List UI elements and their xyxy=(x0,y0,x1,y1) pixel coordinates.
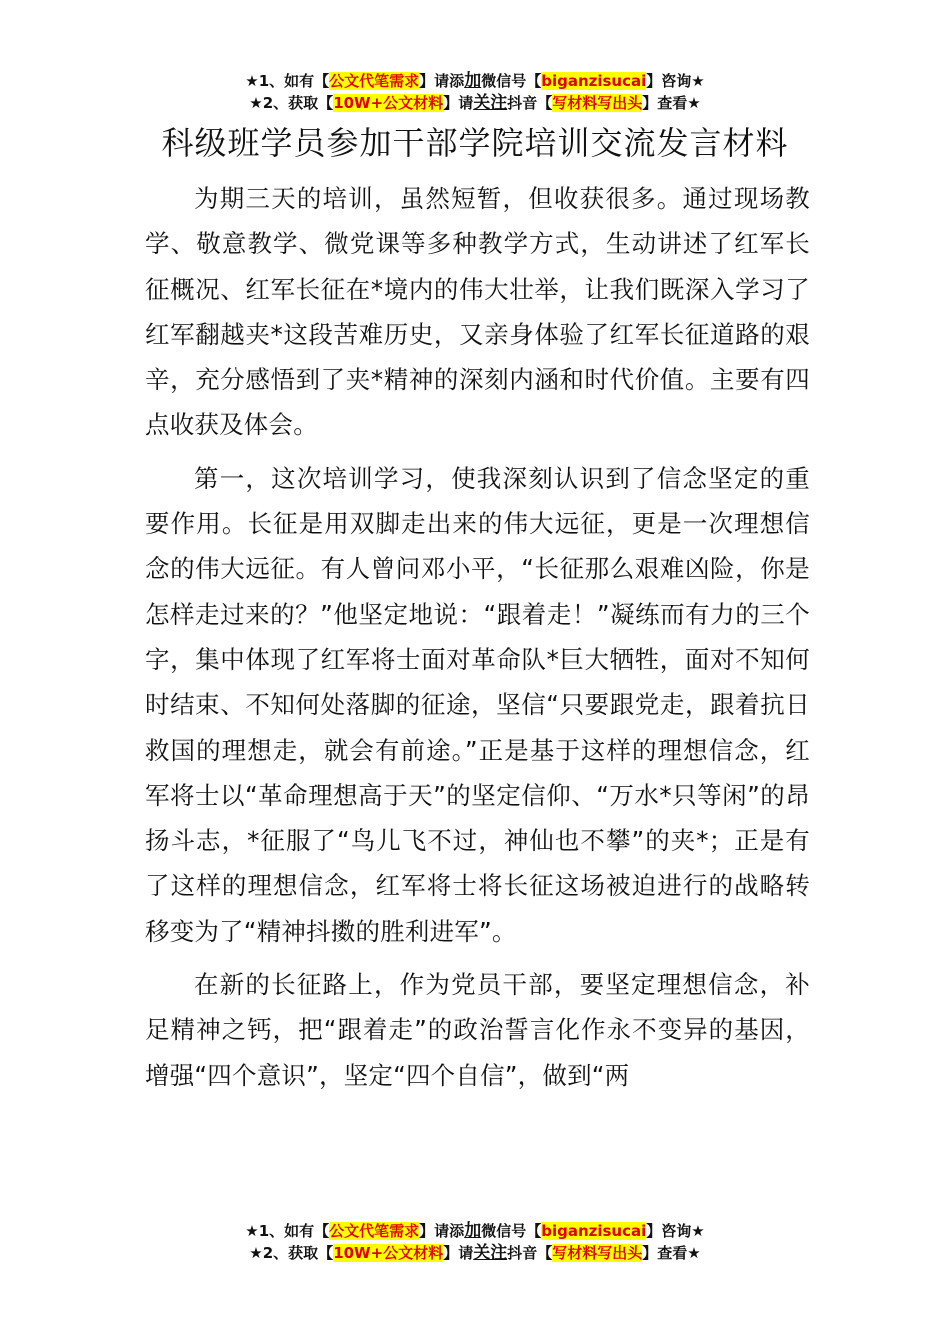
banner-line-1 xyxy=(0,1220,950,1242)
banner-text: 微信号【 xyxy=(481,1222,542,1240)
banner-text: 抖音【 xyxy=(507,94,553,112)
banner-highlight-service: 公文代笔需求 xyxy=(329,1222,420,1240)
banner-text: 】请添 xyxy=(419,72,465,90)
banner-text: ★1、如有【 xyxy=(245,72,330,90)
paragraph: 在新的长征路上，作为党员干部，要坚定理想信念，补足精神之钙，把“跟着走”的政治誓言化作永不变异的基因，增强“四个意识”，坚定“四个自信”，做到“两 xyxy=(145,970,810,1090)
banner-text: 】请 xyxy=(443,94,474,112)
banner-highlight-wechat-id: biganzisucai xyxy=(541,1222,647,1240)
banner-text: 】请添 xyxy=(419,1222,465,1240)
banner-text: 抖音【 xyxy=(507,1244,553,1262)
banner-underlined-text: 加 xyxy=(464,1221,482,1241)
paragraph: 为期三天的培训，虽然短暂，但收获很多。通过现场教学、敬意教学、微党课等多种教学方式，生动讲述了红军长征概况、红军长征在*境内的伟大壮举，让我们既深入学习了红军翻越夹*这段苦难历史，又亲身体验了红军长征道路的艰辛，充分感悟到了夹*精神的深刻内涵和时代价值。主要有四点收获及体会。 xyxy=(145,184,810,440)
paragraph: 第一，这次培训学习，使我深刻认识到了信念坚定的重要作用。长征是用双脚走出来的伟大远征，更是一次理想信念的伟大远征。有人曾问邓小平，“长征那么艰难凶险，你是怎样走过来的？”他坚定地说：“跟着走！”凝练而有力的三个字，集中体现了红军将士面对革命队*巨大牺牲，面对不知何时结束、不知何处落脚的征途，坚信“只要跟党走，跟着抗日救国的理想走，就会有前途。”正是基于这样的理想信念，红军将士以“革命理想高于天”的坚定信仰、“万水*只等闲”的昂扬斗志，*征服了“鸟儿飞不过，神仙也不攀”的夹*；正是有了这样的理想信念，红军将士将长征这场被迫进行的战略转移变为了“精神抖擞的胜利进军”。 xyxy=(145,463,810,946)
banner-text: 】咨询★ xyxy=(646,1222,705,1240)
banner-text: 】查看★ xyxy=(642,94,701,112)
banner-underlined-text: 加 xyxy=(464,71,482,91)
banner-line-2 xyxy=(0,92,950,114)
banner-text: ★2、获取【 xyxy=(249,1244,334,1262)
banner-highlight-douyin-account: 写材料写出头 xyxy=(552,94,643,112)
banner-highlight-materials: 10W+公文材料 xyxy=(333,94,444,112)
document-title: 科级班学员参加干部学院培训交流发言材料 xyxy=(161,124,789,162)
banner-highlight-wechat-id: biganzisucai xyxy=(541,72,647,90)
banner-underlined-text: 关注 xyxy=(473,1243,508,1263)
banner-text: 】请 xyxy=(443,1244,474,1262)
banner-text: 】咨询★ xyxy=(646,72,705,90)
footer-banner xyxy=(0,1220,950,1264)
banner-text: 微信号【 xyxy=(481,72,542,90)
banner-underlined-text: 关注 xyxy=(473,93,508,113)
banner-highlight-materials: 10W+公文材料 xyxy=(333,1244,444,1262)
banner-text: ★2、获取【 xyxy=(249,94,334,112)
banner-line-1 xyxy=(0,70,950,92)
banner-highlight-service: 公文代笔需求 xyxy=(329,72,420,90)
banner-text: ★1、如有【 xyxy=(245,1222,330,1240)
banner-highlight-douyin-account: 写材料写出头 xyxy=(552,1244,643,1262)
header-banner xyxy=(0,70,950,114)
document-body xyxy=(145,176,810,1106)
banner-line-2 xyxy=(0,1242,950,1264)
banner-text: 】查看★ xyxy=(642,1244,701,1262)
